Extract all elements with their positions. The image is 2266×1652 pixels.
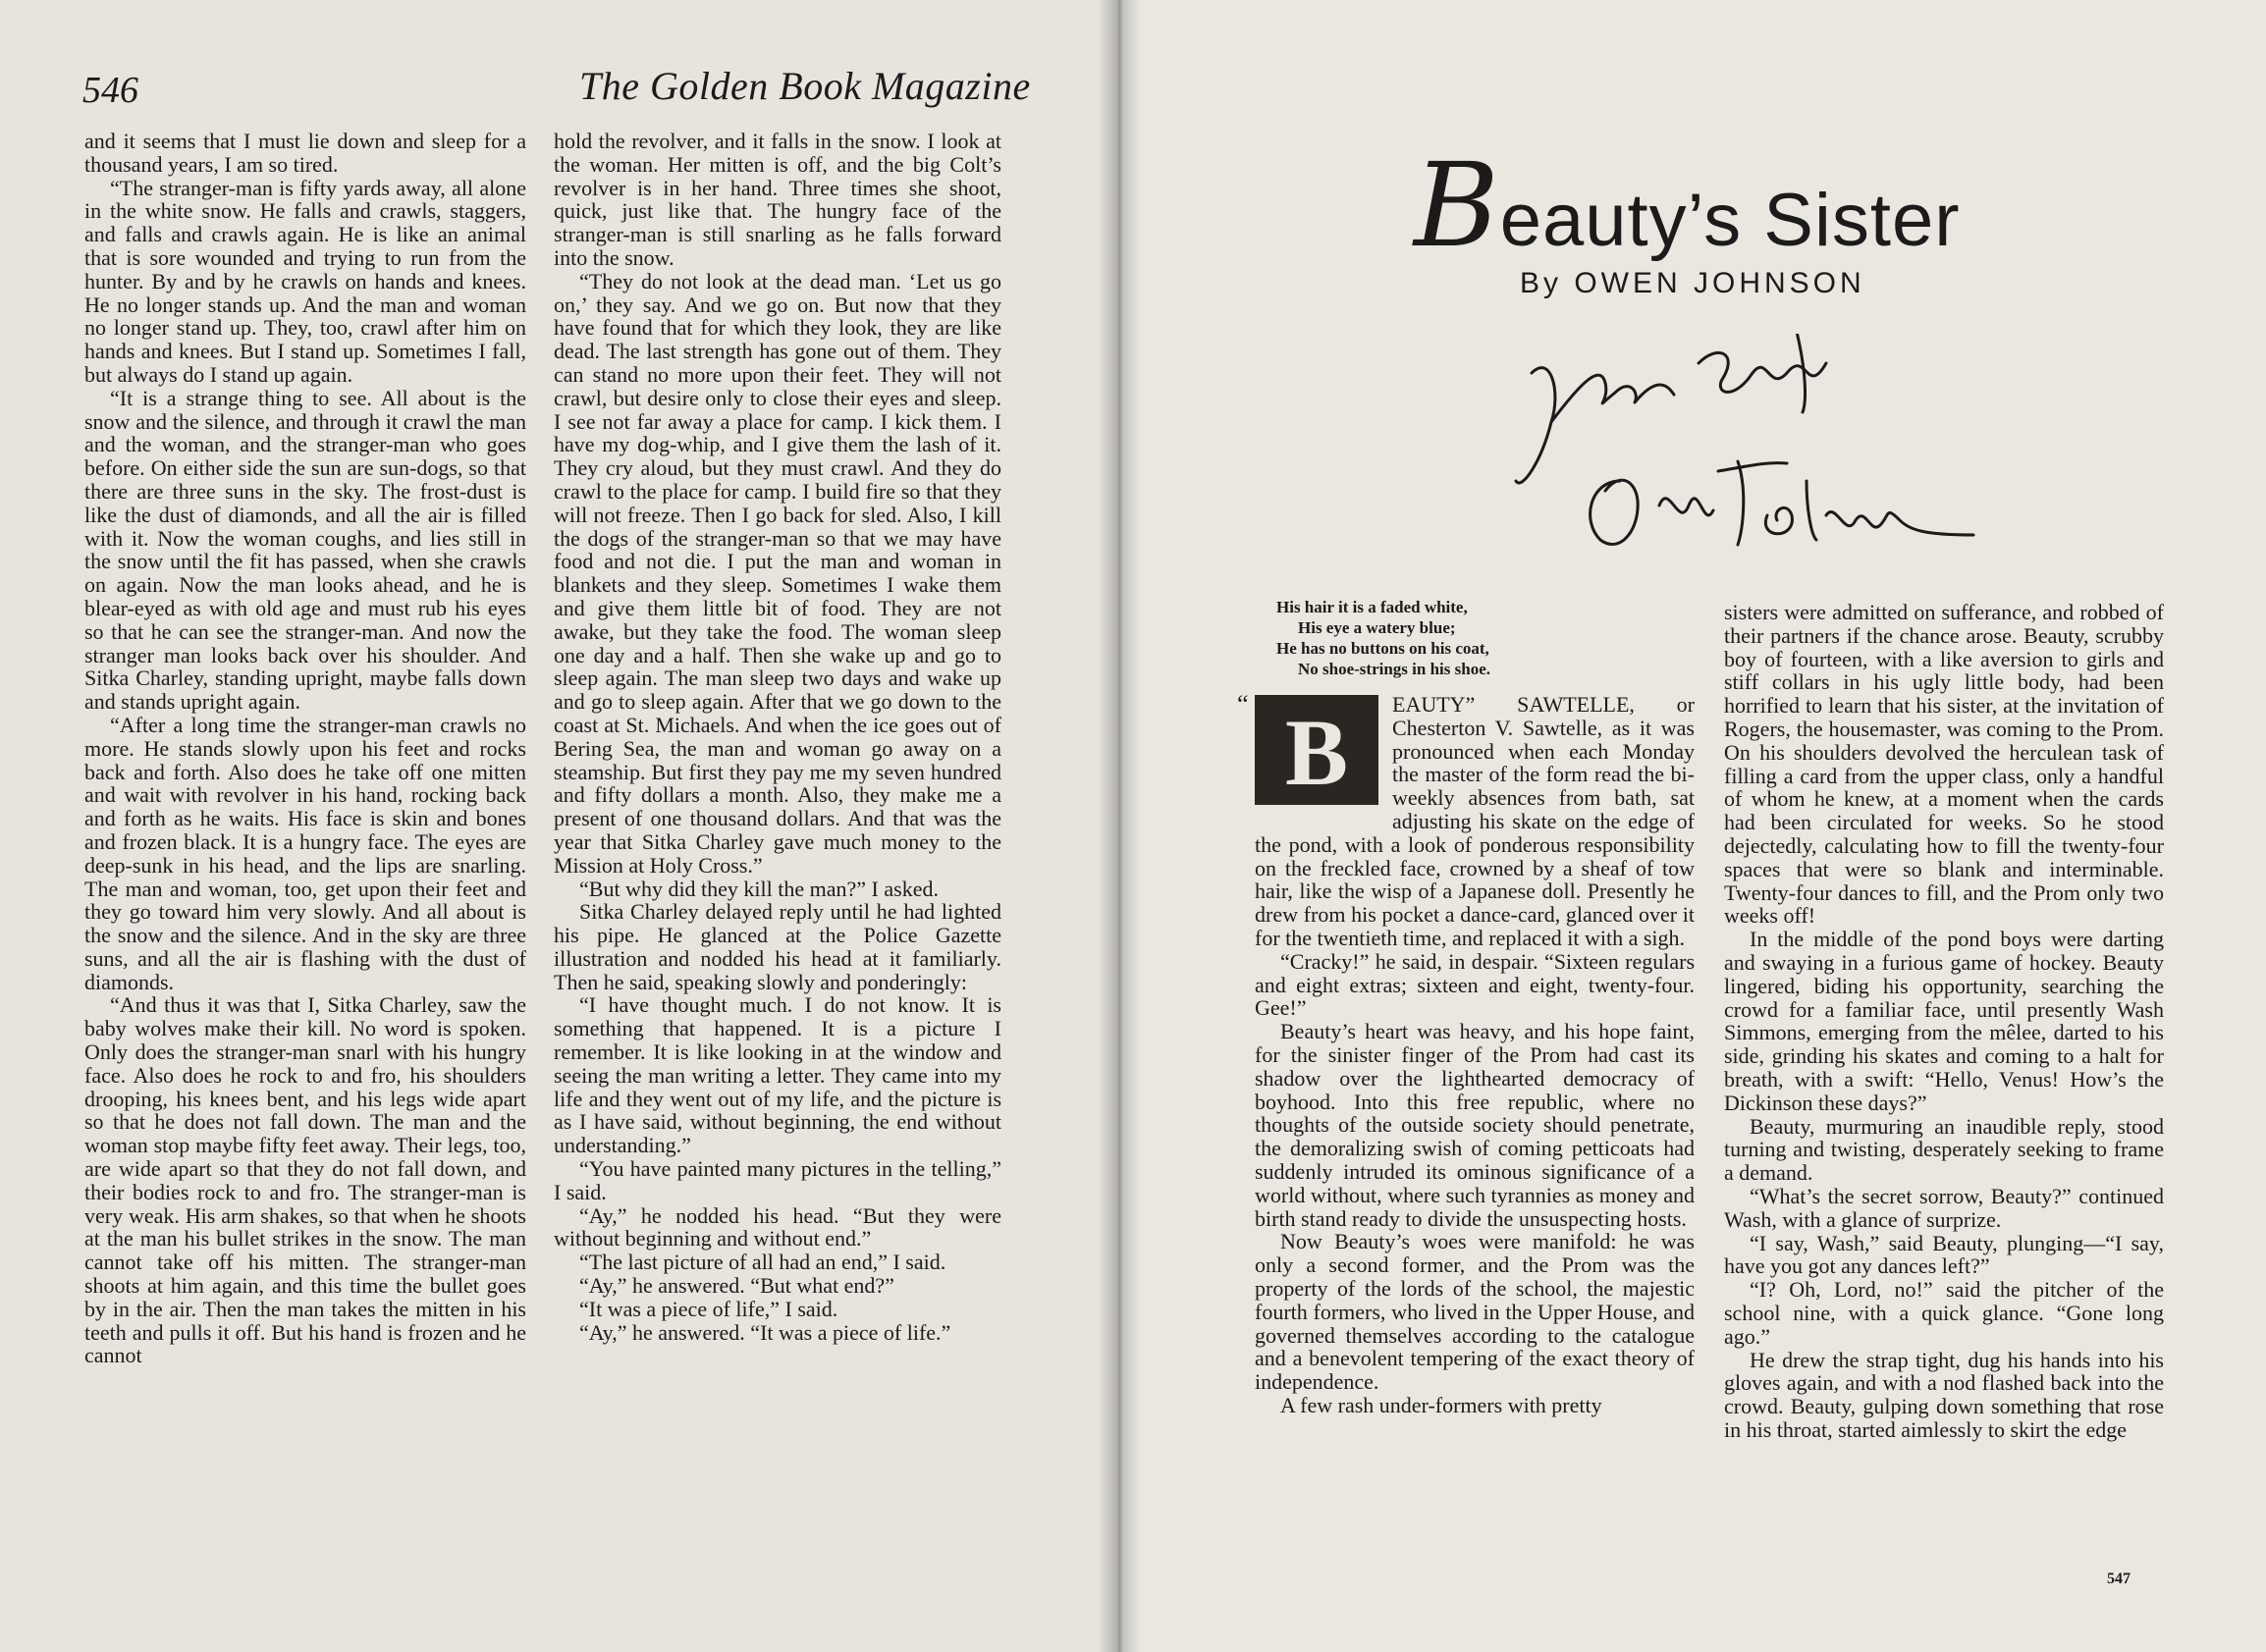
- left-column-1: [84, 130, 526, 1367]
- epigraph-line: He has no buttons on his coat,: [1276, 639, 1489, 658]
- paragraph: Sitka Charley delayed reply until he had lighted his pipe. He glanced at the Police Gazette illustration and nodded his head at it familiarly. Then he said, speaking slowly and ponderingly:: [554, 899, 1001, 994]
- paragraph: “The stranger-man is fifty yards away, all alone in the white snow. He falls and crawls, staggers, and falls and crawls again. He is like an animal that is sore wounded and trying to run from the hunter. By and by he crawls on hands and knees. He no longer stands up. And the man and woman no longer stand up. They, too, crawl after him on hands and knees. But I stand up. Sometimes I fall, but always do I stand up again.: [84, 175, 526, 387]
- paragraph: Beauty, murmuring an inaudible reply, stood turning and twisting, desperately seeking to frame a demand.: [1724, 1113, 2164, 1186]
- epigraph-line: His hair it is a faded white,: [1276, 598, 1468, 616]
- page-number-left: 546: [82, 70, 138, 111]
- paragraph: “You have painted many pictures in the telling,” I said.: [554, 1156, 1001, 1204]
- title-initial: B: [1414, 137, 1500, 273]
- paragraph: and it seems that I must lie down and sleep for a thousand years, I am so tired.: [84, 129, 526, 177]
- paragraph: hold the revolver, and it falls in the snow. I look at the woman. Her mitten is off, and the big Colt’s revolver is in her hand. Three times she shoot, quick, just like that. The hungry face of the stranger-man is still snarling as he falls forward into the snow.: [554, 129, 1001, 270]
- running-head: The Golden Book Magazine: [579, 64, 1031, 108]
- paragraph: “Ay,” he answered. “But what end?”: [579, 1273, 894, 1299]
- paragraph: sisters were admitted on sufferance, and robbed of their partners if the chance arose. Beauty, scrubby boy of fourteen, with a like aversion to girls and stiff collars in his ugly little body, had been horrified to learn that his sister, at the invitation of Rogers, the housemaster, was coming to the Prom. On his shoulders devolved the herculean task of filling a card from the upper class, only a handful of whom he knew, at a moment when the cards had been circulated for weeks. So he stood dejectedly, calculating how to fill the twenty-four spaces that were so blank and interminable. Twenty-four dances to fill, and the Prom only two weeks off!: [1724, 600, 2164, 929]
- paragraph: “They do not look at the dead man. ‘Let us go on,’ they say. And we go on. But now that they have found that for which they look, they are like dead. The last strength has gone out of them. They can stand no more upon their feet. They will not crawl, but desire only to close their eyes and sleep. I see not far away a place for camp. I kick them. I have my dog-whip, and I give them the lash of it. They cry aloud, but they must crawl. And they do crawl to the place for camp. I build fire so that they will not freeze. Then I go back for sled. Also, I kill the dogs of the stranger-man so that we may have food and not die. I put the man and woman in blankets and they sleep. Sometimes I wake them and give them little bit of food. They are not awake, but they take the food. The woman sleep one day and a half. Then she wake up and go to sleep again. The man sleep two days and wake up and go to sleep again. After that we go down to the coast at St. Michaels. And when the ice goes out of Bering Sea, the man and woman go away on a steamship. But first they pay me my seven hundred and fifty dollars a month. Also, they make me a present of one thousand dollars. And that was the year that Sitka Charley gave much money to the Mission at Holy Cross.”: [554, 268, 1001, 878]
- title-rest: eauty’s Sister: [1499, 179, 1961, 262]
- article-title: [1414, 137, 1961, 273]
- paragraph: “After a long time the stranger-man crawls no more. He stands slowly upon his feet and rocks back and forth. Also does he take off one mitten and wait with revolver in his hand, rocking back and forth as he waits. His face is skin and bones and frozen black. It is a hungry face. The eyes are deep-sunk in his head, and the lips are snarling. The man and woman, too, get upon their feet and they go toward him very slowly. And all about is the snow and the silence. And in the sky are three suns, and all the air is flashing with the dust of diamonds.: [84, 712, 526, 994]
- paragraph: Now Beauty’s woes were manifold: he was only a second former, and the Prom was the property of the lords of the school, the majestic fourth formers, who lived in the Upper House, and governed themselves according to the catalogue and a benevolent tempering of the exact theory of independence.: [1255, 1229, 1695, 1395]
- right-column-1: [1237, 690, 1695, 1417]
- right-column-2: [1724, 601, 2164, 1442]
- paragraph: “It was a piece of life,” I said.: [579, 1296, 838, 1321]
- paragraph: “But why did they kill the man?” I asked.: [579, 876, 939, 901]
- paragraph: A few rash under-formers with pretty: [1280, 1392, 1602, 1417]
- left-page: [0, 0, 1119, 1652]
- drop-cap: B: [1255, 695, 1378, 805]
- paragraph: “I? Oh, Lord, no!” said the pitcher of the school nine, with a quick glance. “Gone long ago.”: [1724, 1277, 2164, 1349]
- paragraph: He drew the strap tight, dug his hands into his gloves again, and with a nod flashed back into the crowd. Beauty, gulping down something that rose in his throat, started aimlessly to skirt the edge: [1724, 1347, 2164, 1442]
- paragraph: “Cracky!” he said, in despair. “Sixteen regulars and eight extras; sixteen and eight, twenty-four. Gee!”: [1255, 948, 1695, 1021]
- paragraph: “And thus it was that I, Sitka Charley, saw the baby wolves make their kill. No word is spoken. Only does the stranger-man snarl with his hungry face. Also does he rock to and fro, his shoulders drooping, his knees bent, and his legs wide apart so that he does not fall down. The man and the woman stop maybe fifty feet away. Their legs, too, are wide apart so that they do not fall down, and their bodies rock to and fro. The stranger-man is very weak. His arm shakes, so that when he shoots at the man his bullet strikes in the snow. The man cannot take off his mitten. The stranger-man shoots at him again, and this time the bullet goes by in the air. Then the man takes the mitten in his teeth and pulls it off. But his hand is frozen and he cannot: [84, 992, 526, 1368]
- epigraph-line: His eye a watery blue;: [1298, 618, 1456, 637]
- paragraph: “I have thought much. I do not know. It is something that happened. It is a picture I remember. It is like looking in at the window and seeing the man writing a letter. They came into my life and they went out of my life, and the picture is as I have said, without beginning, the end without understanding.”: [554, 992, 1001, 1158]
- paragraph: Beauty’s heart was heavy, and his hope faint, for the sinister finger of the Prom had cast its shadow over the lighthearted democracy of boyhood. Into this free republic, where no thoughts of the outside society should penetrate, the demoralizing swish of coming petticoats had suddenly intruded its ominous significance of a world without, where such tyrannies as money and birth stand ready to divide the unsuspecting hosts.: [1255, 1019, 1695, 1231]
- paragraph: EAUTY” SAWTELLE, or Chesterton V. Sawtelle, as it was pronounced when each Monday the master of the form read the bi-weekly absences from bath, sat adjusting his skate on the edge of the pond, with a look of ponderous responsibility on the freckled face, crowned by a sheaf of tow hair, like the wisp of a Japanese doll. Presently he drew from his pocket a dance-card, glanced over it for the twentieth time, and replaced it with a sigh.: [1255, 692, 1695, 950]
- epigraph: [1276, 597, 1689, 679]
- paragraph: “I say, Wash,” said Beauty, plunging—“I say, have you got any dances left?”: [1724, 1230, 2164, 1279]
- paragraph: “Ay,” he nodded his head. “But they were without beginning and without end.”: [554, 1202, 1001, 1252]
- paragraph: “It is a strange thing to see. All about is the snow and the silence, and through it crawl the man and the woman, and the stranger-man who goes before. On either side the sun are sun-dogs, so that there are three suns in the sky. The frost-dust is like the dust of diamonds, and all the air is filled with it. Now the woman coughs, and lies still in the snow until the fit has passed, when she crawls on again. Now the man looks ahead, and he is blear-eyed as with old age and must rub his eyes so that he can see the stranger-man. And now the stranger man looks back over his shoulder. And Sitka Charley, standing upright, maybe falls down and stands upright again.: [84, 385, 526, 715]
- left-column-2: [554, 130, 1001, 1344]
- page-number-right: 547: [2107, 1571, 2131, 1587]
- paragraph: “What’s the secret sorrow, Beauty?” continued Wash, with a glance of surprize.: [1724, 1183, 2164, 1232]
- byline: By OWEN JOHNSON: [1520, 267, 1865, 299]
- opening-quote: “: [1237, 690, 1249, 719]
- epigraph-line: No shoe-strings in his shoe.: [1298, 660, 1491, 678]
- drop-cap-frame: [1255, 695, 1382, 811]
- paragraph: “Ay,” he answered. “It was a piece of life.”: [579, 1319, 951, 1345]
- paragraph: “The last picture of all had an end,” I said.: [579, 1250, 946, 1275]
- author-signature: [1512, 334, 2023, 579]
- book-gutter: [1098, 0, 1141, 1652]
- paragraph: In the middle of the pond boys were darting and swaying in a furious game of hockey. Beauty lingered, biding his opportunity, searching the crowd for a familiar face, until presently Wash Simmons, emerging from the mêlee, darted to his side, grinding his skates and coming to a halt for breath, with a swift: “Hello, Venus! How’s the Dickinson these days?”: [1724, 927, 2164, 1115]
